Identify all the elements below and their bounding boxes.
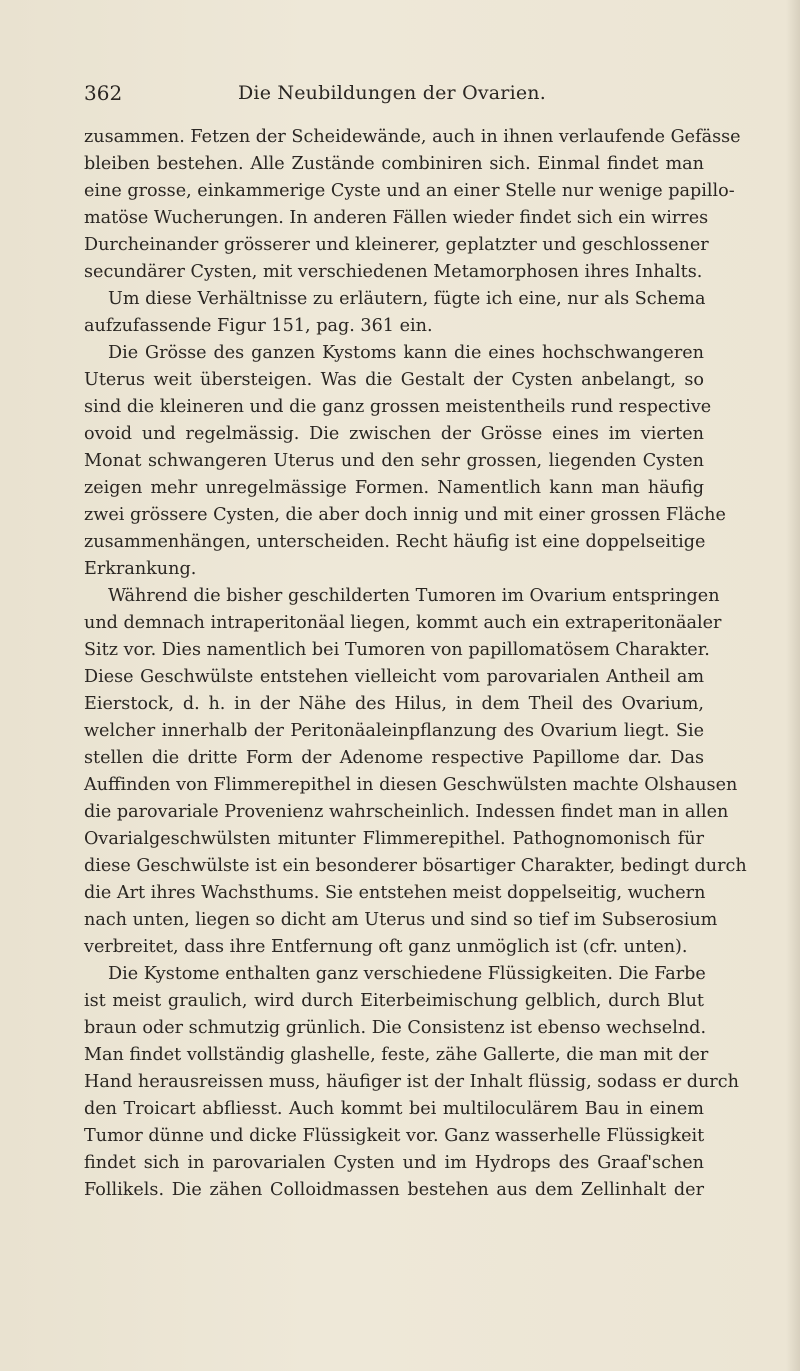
text-line: Ovarialgeschwülsten mitunter Flimmerepithel. Pathognomonisch für bbox=[84, 829, 704, 849]
text-line: Diese Geschwülste entstehen vielleicht vom parovarialen Antheil am bbox=[84, 667, 704, 687]
text-line: diese Geschwülste ist ein besonderer bösartiger Charakter, bedingt durch bbox=[84, 856, 747, 876]
text-line: bleiben bestehen. Alle Zustände combiniren sich. Einmal findet man bbox=[84, 154, 704, 174]
text-line: braun oder schmutzig grünlich. Die Consistenz ist ebenso wechselnd. bbox=[84, 1018, 707, 1038]
text-line: Sitz vor. Dies namentlich bei Tumoren von papillomatösem Charakter. bbox=[84, 640, 710, 660]
running-header bbox=[84, 78, 664, 108]
text-line: Während die bisher geschilderten Tumoren im Ovarium entspringen bbox=[108, 586, 720, 606]
text-line: zusammen. Fetzen der Scheidewände, auch in ihnen verlaufende Gefässe bbox=[84, 127, 741, 147]
text-line: zwei grössere Cysten, die aber doch innig und mit einer grossen Fläche bbox=[84, 505, 726, 525]
text-line: die Art ihres Wachsthums. Sie entstehen meist doppelseitig, wuchern bbox=[84, 883, 706, 903]
text-line: aufzufassende Figur 151, pag. 361 ein. bbox=[84, 316, 433, 336]
text-line: ovoid und regelmässig. Die zwischen der Grösse eines im vierten bbox=[84, 424, 704, 444]
text-line: ist meist graulich, wird durch Eiterbeimischung gelblich, durch Blut bbox=[84, 991, 704, 1011]
text-line: Hand herausreissen muss, häufiger ist der Inhalt flüssig, sodass er durch bbox=[84, 1072, 739, 1092]
text-line: nach unten, liegen so dicht am Uterus und sind so tief im Subserosium bbox=[84, 910, 718, 930]
text-line: findet sich in parovarialen Cysten und im Hydrops des Graaf'schen bbox=[84, 1153, 704, 1173]
text-line: sind die kleineren und die ganz grossen meistentheils rund respective bbox=[84, 397, 712, 417]
text-line: Uterus weit übersteigen. Was die Gestalt der Cysten anbelangt, so bbox=[84, 370, 704, 390]
body-text bbox=[84, 124, 747, 1204]
page-edge-shadow bbox=[786, 0, 800, 1371]
text-line: Erkrankung. bbox=[84, 559, 197, 579]
text-line: Tumor dünne und dicke Flüssigkeit vor. Ganz wasserhelle Flüssigkeit bbox=[84, 1126, 705, 1146]
text-line: die parovariale Provenienz wahrscheinlich. Indessen findet man in allen bbox=[84, 802, 729, 822]
text-line: secundärer Cysten, mit verschiedenen Metamorphosen ihres Inhalts. bbox=[84, 262, 703, 282]
text-line: Um diese Verhältnisse zu erläutern, fügte ich eine, nur als Schema bbox=[108, 289, 706, 309]
text-line: den Troicart abfliesst. Auch kommt bei multiloculärem Bau in einem bbox=[84, 1099, 704, 1119]
text-line: Durcheinander grösserer und kleinerer, geplatzter und geschlossener bbox=[84, 235, 709, 255]
text-line: zeigen mehr unregelmässige Formen. Namentlich kann man häufig bbox=[84, 478, 704, 498]
text-line: welcher innerhalb der Peritonäaleinpflanzung des Ovarium liegt. Sie bbox=[84, 721, 704, 741]
text-line: Man findet vollständig glashelle, feste, zähe Gallerte, die man mit der bbox=[84, 1045, 709, 1065]
text-line: Eierstock, d. h. in der Nähe des Hilus, in dem Theil des Ovarium, bbox=[84, 694, 704, 714]
text-line: Auffinden von Flimmerepithel in diesen Geschwülsten machte Olshausen bbox=[84, 775, 738, 795]
text-line: zusammenhängen, unterscheiden. Recht häufig ist eine doppelseitige bbox=[84, 532, 706, 552]
text-line: stellen die dritte Form der Adenome respective Papillome dar. Das bbox=[84, 748, 704, 768]
page-number: 362 bbox=[84, 81, 123, 105]
text-line: Follikels. Die zähen Colloidmassen bestehen aus dem Zellinhalt der bbox=[84, 1180, 704, 1200]
text-line: Monat schwangeren Uterus und den sehr grossen, liegenden Cysten bbox=[84, 451, 704, 471]
text-line: matöse Wucherungen. In anderen Fällen wieder findet sich ein wirres bbox=[84, 208, 709, 228]
text-line: eine grosse, einkammerige Cyste und an einer Stelle nur wenige papillo- bbox=[84, 181, 735, 201]
text-line: und demnach intraperitonäal liegen, kommt auch ein extraperitonäaler bbox=[84, 613, 722, 633]
text-line: verbreitet, dass ihre Entfernung oft ganz unmöglich ist (cfr. unten). bbox=[84, 937, 688, 957]
text-line: Die Grösse des ganzen Kystoms kann die eines hochschwangeren bbox=[108, 343, 704, 363]
text-line: Die Kystome enthalten ganz verschiedene Flüssigkeiten. Die Farbe bbox=[108, 964, 706, 984]
running-title: Die Neubildungen der Ovarien. bbox=[238, 82, 546, 104]
